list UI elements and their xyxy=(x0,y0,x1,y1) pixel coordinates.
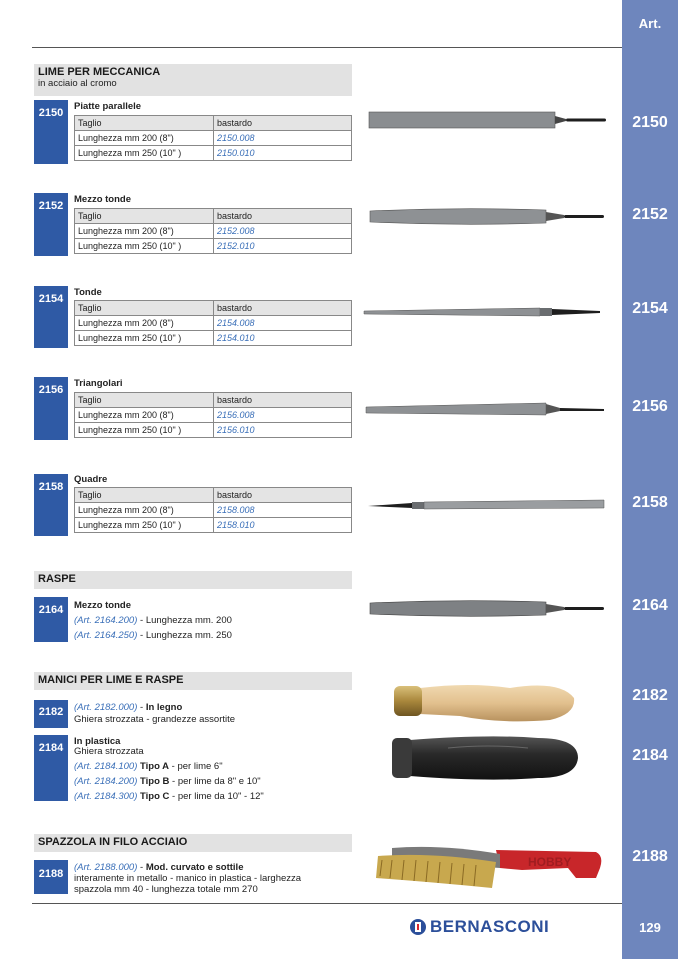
article-badge: 2182 xyxy=(34,700,68,728)
sidebar-number: 2150 xyxy=(632,114,668,131)
sidebar-number: 2158 xyxy=(632,494,668,511)
table-row xyxy=(75,503,352,518)
table-cell: Taglio xyxy=(75,116,214,131)
table-row xyxy=(75,209,352,224)
separator: - xyxy=(137,862,146,873)
table-cell: Lunghezza mm 200 (8") xyxy=(75,131,214,146)
table-cell: Lunghezza mm 250 (10" ) xyxy=(75,518,214,533)
article-code: 2150.008 xyxy=(214,131,352,146)
article-line xyxy=(74,630,232,641)
sidebar-number: 2156 xyxy=(632,398,668,415)
article-line xyxy=(74,761,223,772)
article-code: (Art. 2184.300) xyxy=(74,791,138,802)
spec-table xyxy=(74,208,352,254)
sidebar-number: 2152 xyxy=(632,206,668,223)
article-code: 2158.008 xyxy=(214,503,352,518)
article-badge: 2164 xyxy=(34,597,68,642)
article-code: (Art. 2184.100) xyxy=(74,761,138,772)
spec-table xyxy=(74,487,352,533)
section-header-lime xyxy=(34,64,352,96)
top-rule xyxy=(32,47,622,48)
article-badge: 2150 xyxy=(34,100,68,164)
article-desc: - per lime da 8" e 10" xyxy=(169,776,261,787)
article-badge: 2158 xyxy=(34,474,68,536)
product-desc: Ghiera strozzata - grandezze assortite xyxy=(74,714,236,725)
article-code: 2158.010 xyxy=(214,518,352,533)
product-name: Quadre xyxy=(74,474,108,485)
table-cell: Taglio xyxy=(75,488,214,503)
product-desc: Ghiera strozzata xyxy=(74,746,144,757)
product-desc: interamente in metallo - manico in plastica - larghezza xyxy=(74,873,302,884)
separator: - xyxy=(137,702,146,713)
table-row xyxy=(75,116,352,131)
article-badge: 2154 xyxy=(34,286,68,348)
article-code: (Art. 2164.200) xyxy=(74,615,138,626)
table-row xyxy=(75,408,352,423)
brush-handle-text: HOBBY xyxy=(528,855,572,869)
product-name: In legno xyxy=(145,702,183,713)
article-line xyxy=(74,791,264,802)
table-row xyxy=(75,131,352,146)
table-row xyxy=(75,146,352,161)
table-row xyxy=(75,423,352,438)
product-name: Triangolari xyxy=(74,378,123,389)
article-code: 2152.010 xyxy=(214,239,352,254)
sidebar-number: 2184 xyxy=(632,747,668,764)
section-header-manici xyxy=(34,672,352,690)
table-cell: Lunghezza mm 200 (8") xyxy=(75,316,214,331)
product-name: Mezzo tonde xyxy=(74,600,131,611)
table-cell: Taglio xyxy=(75,393,214,408)
table-cell: Lunghezza mm 250 (10" ) xyxy=(75,146,214,161)
article-desc: - Lunghezza mm. 200 xyxy=(137,615,232,626)
logo-mark-icon xyxy=(410,918,426,936)
article-code: 2154.008 xyxy=(214,316,352,331)
table-cell: Lunghezza mm 250 (10" ) xyxy=(75,239,214,254)
type-label: Tipo A xyxy=(140,761,170,772)
wooden-handle-image xyxy=(390,678,580,724)
table-cell: Lunghezza mm 250 (10" ) xyxy=(75,423,214,438)
article-desc: - per lime 6" xyxy=(169,761,223,772)
square-file-image xyxy=(366,497,608,513)
table-cell: bastardo xyxy=(214,488,352,503)
article-desc: - Lunghezza mm. 250 xyxy=(137,630,232,641)
article-line xyxy=(74,702,182,713)
page-number: 129 xyxy=(639,920,661,935)
article-line xyxy=(74,862,243,873)
table-row xyxy=(75,224,352,239)
product-desc: spazzola mm 40 - lunghezza totale mm 270 xyxy=(74,884,258,895)
sidebar-number: 2182 xyxy=(632,687,668,704)
spec-table xyxy=(74,300,352,346)
article-line xyxy=(74,615,232,626)
article-badge: 2188 xyxy=(34,860,68,894)
half-round-file-image xyxy=(368,206,608,228)
logo-text: BERNASCONI xyxy=(430,917,550,936)
flat-file-image xyxy=(368,110,608,132)
section-title: SPAZZOLA IN FILO ACCIAIO xyxy=(38,836,188,848)
article-code: 2152.008 xyxy=(214,224,352,239)
product-name: Tonde xyxy=(74,287,102,298)
sidebar-number: 2188 xyxy=(632,848,668,865)
table-row xyxy=(75,518,352,533)
article-code: 2150.010 xyxy=(214,146,352,161)
table-cell: bastardo xyxy=(214,301,352,316)
article-code: (Art. 2182.000) xyxy=(74,702,138,713)
sidebar-number: 2164 xyxy=(632,597,668,614)
brand-logo xyxy=(410,917,549,937)
section-title: LIME PER MECCANICA xyxy=(38,66,161,78)
table-row xyxy=(75,301,352,316)
product-name: Piatte parallele xyxy=(74,101,142,112)
type-label: Tipo C xyxy=(140,791,170,802)
table-cell: Lunghezza mm 250 (10" ) xyxy=(75,331,214,346)
section-title: RASPE xyxy=(38,573,76,585)
bottom-rule xyxy=(32,903,622,904)
table-row xyxy=(75,393,352,408)
article-code: 2156.008 xyxy=(214,408,352,423)
spec-table xyxy=(74,115,352,161)
rasp-image xyxy=(368,598,608,620)
triangular-file-image xyxy=(364,400,608,420)
table-row xyxy=(75,488,352,503)
product-name: Mezzo tonde xyxy=(74,194,131,205)
article-badge: 2152 xyxy=(34,193,68,256)
section-header-raspe xyxy=(34,571,352,589)
plastic-handle-image xyxy=(388,732,582,784)
table-cell: Taglio xyxy=(75,301,214,316)
section-header-spazzola xyxy=(34,834,352,852)
round-file-image xyxy=(362,304,608,320)
article-badge: 2184 xyxy=(34,735,68,801)
article-code: (Art. 2188.000) xyxy=(74,862,138,873)
spec-table xyxy=(74,392,352,438)
article-code: 2154.010 xyxy=(214,331,352,346)
article-code: (Art. 2184.200) xyxy=(74,776,138,787)
table-row xyxy=(75,239,352,254)
table-cell: bastardo xyxy=(214,116,352,131)
table-cell: Lunghezza mm 200 (8") xyxy=(75,224,214,239)
table-cell: Taglio xyxy=(75,209,214,224)
section-title: MANICI PER LIME E RASPE xyxy=(38,674,184,686)
table-cell: Lunghezza mm 200 (8") xyxy=(75,503,214,518)
art-label: Art. xyxy=(638,16,662,31)
type-label: Tipo B xyxy=(140,776,170,787)
table-cell: Lunghezza mm 200 (8") xyxy=(75,408,214,423)
article-badge: 2156 xyxy=(34,377,68,440)
table-row xyxy=(75,316,352,331)
wire-brush-image xyxy=(372,838,608,894)
article-line xyxy=(74,776,261,787)
product-name: Mod. curvato e sottile xyxy=(145,862,244,873)
section-subtitle: in acciaio al cromo xyxy=(38,78,117,89)
article-code: (Art. 2164.250) xyxy=(74,630,138,641)
right-sidebar xyxy=(622,0,678,959)
article-code: 2156.010 xyxy=(214,423,352,438)
product-name: In plastica xyxy=(74,736,121,747)
table-cell: bastardo xyxy=(214,209,352,224)
sidebar-number: 2154 xyxy=(632,300,668,317)
table-cell: bastardo xyxy=(214,393,352,408)
table-row xyxy=(75,331,352,346)
article-desc: - per lime da 10" - 12" xyxy=(169,791,264,802)
